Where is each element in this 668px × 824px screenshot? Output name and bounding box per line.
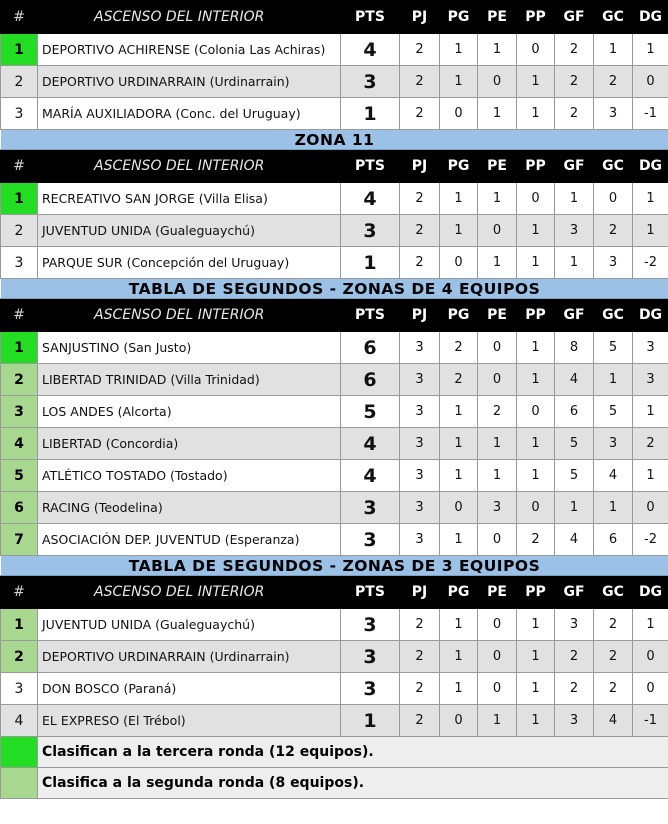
table-row <box>1 705 668 737</box>
header-pe: PE <box>478 150 517 183</box>
legend-row <box>1 768 668 799</box>
gf-cell: 4 <box>555 524 594 556</box>
pts-cell: 1 <box>341 705 400 737</box>
dg-cell: 1 <box>633 460 668 492</box>
gc-cell: 1 <box>594 364 633 396</box>
pg-cell: 2 <box>440 364 478 396</box>
pp-cell: 1 <box>517 609 555 641</box>
pts-cell: 1 <box>341 247 400 279</box>
header-pts: PTS <box>341 1 400 34</box>
team-name: JUVENTUD UNIDA (Gualeguaychú) <box>38 609 341 641</box>
header-rank: # <box>1 150 38 183</box>
pe-cell: 1 <box>478 460 517 492</box>
pj-cell: 2 <box>400 609 440 641</box>
legend-text: Clasifica a la segunda ronda (8 equipos). <box>38 768 668 799</box>
table-header-row <box>1 1 668 34</box>
rank-cell: 1 <box>1 183 38 215</box>
rank-cell: 7 <box>1 524 38 556</box>
table-row <box>1 609 668 641</box>
team-name: MARÍA AUXILIADORA (Conc. del Uruguay) <box>38 98 341 130</box>
pp-cell: 1 <box>517 247 555 279</box>
pg-cell: 1 <box>440 34 478 66</box>
pe-cell: 0 <box>478 66 517 98</box>
pg-cell: 0 <box>440 705 478 737</box>
pj-cell: 2 <box>400 215 440 247</box>
pts-cell: 6 <box>341 364 400 396</box>
header-pg: PG <box>440 1 478 34</box>
table-row <box>1 215 668 247</box>
header-dg: DG <box>633 1 668 34</box>
header-pg: PG <box>440 576 478 609</box>
dg-cell: 1 <box>633 34 668 66</box>
zone-title-row <box>1 279 668 299</box>
gc-cell: 5 <box>594 332 633 364</box>
pe-cell: 1 <box>478 428 517 460</box>
dg-cell: 2 <box>633 428 668 460</box>
team-name: ATLÉTICO TOSTADO (Tostado) <box>38 460 341 492</box>
pp-cell: 1 <box>517 364 555 396</box>
gc-cell: 2 <box>594 215 633 247</box>
pp-cell: 1 <box>517 66 555 98</box>
table-row <box>1 98 668 130</box>
table-row <box>1 66 668 98</box>
pts-cell: 6 <box>341 332 400 364</box>
zone-title-row <box>1 556 668 576</box>
team-name: LIBERTAD TRINIDAD (Villa Trinidad) <box>38 364 341 396</box>
pg-cell: 0 <box>440 492 478 524</box>
legend-swatch <box>1 737 38 768</box>
rank-cell: 4 <box>1 428 38 460</box>
header-rank: # <box>1 576 38 609</box>
rank-cell: 1 <box>1 609 38 641</box>
pp-cell: 1 <box>517 460 555 492</box>
header-pts: PTS <box>341 299 400 332</box>
zone-title: ZONA 11 <box>1 130 668 150</box>
dg-cell: 0 <box>633 492 668 524</box>
header-dg: DG <box>633 576 668 609</box>
zone-title: TABLA DE SEGUNDOS - ZONAS DE 4 EQUIPOS <box>1 279 668 299</box>
pj-cell: 3 <box>400 396 440 428</box>
pj-cell: 3 <box>400 332 440 364</box>
header-pg: PG <box>440 299 478 332</box>
pts-cell: 4 <box>341 183 400 215</box>
table-row <box>1 34 668 66</box>
gc-cell: 6 <box>594 524 633 556</box>
pj-cell: 2 <box>400 66 440 98</box>
table-row <box>1 641 668 673</box>
header-pg: PG <box>440 150 478 183</box>
dg-cell: 0 <box>633 66 668 98</box>
team-name: EL EXPRESO (El Trébol) <box>38 705 341 737</box>
pg-cell: 1 <box>440 183 478 215</box>
dg-cell: -2 <box>633 247 668 279</box>
pp-cell: 1 <box>517 673 555 705</box>
pe-cell: 0 <box>478 524 517 556</box>
header-title: ASCENSO DEL INTERIOR <box>38 299 341 332</box>
pj-cell: 3 <box>400 428 440 460</box>
legend-swatch <box>1 768 38 799</box>
pe-cell: 0 <box>478 673 517 705</box>
gf-cell: 2 <box>555 34 594 66</box>
pe-cell: 0 <box>478 609 517 641</box>
gc-cell: 0 <box>594 183 633 215</box>
pts-cell: 1 <box>341 98 400 130</box>
gf-cell: 1 <box>555 492 594 524</box>
rank-cell: 2 <box>1 641 38 673</box>
pj-cell: 2 <box>400 183 440 215</box>
rank-cell: 1 <box>1 34 38 66</box>
rank-cell: 2 <box>1 364 38 396</box>
pts-cell: 4 <box>341 460 400 492</box>
pe-cell: 1 <box>478 34 517 66</box>
pj-cell: 3 <box>400 460 440 492</box>
gf-cell: 2 <box>555 673 594 705</box>
header-pp: PP <box>517 299 555 332</box>
rank-cell: 2 <box>1 215 38 247</box>
team-name: JUVENTUD UNIDA (Gualeguaychú) <box>38 215 341 247</box>
gf-cell: 1 <box>555 247 594 279</box>
table-row <box>1 332 668 364</box>
team-name: DEPORTIVO ACHIRENSE (Colonia Las Achiras) <box>38 34 341 66</box>
pts-cell: 3 <box>341 215 400 247</box>
pts-cell: 3 <box>341 609 400 641</box>
header-pj: PJ <box>400 1 440 34</box>
rank-cell: 4 <box>1 705 38 737</box>
pp-cell: 1 <box>517 332 555 364</box>
header-pe: PE <box>478 1 517 34</box>
table-header-row <box>1 150 668 183</box>
header-pj: PJ <box>400 299 440 332</box>
pp-cell: 0 <box>517 183 555 215</box>
zone-title: TABLA DE SEGUNDOS - ZONAS DE 3 EQUIPOS <box>1 556 668 576</box>
gf-cell: 5 <box>555 460 594 492</box>
header-gf: GF <box>555 576 594 609</box>
rank-cell: 3 <box>1 673 38 705</box>
pj-cell: 2 <box>400 247 440 279</box>
pe-cell: 1 <box>478 247 517 279</box>
dg-cell: -1 <box>633 705 668 737</box>
pts-cell: 3 <box>341 524 400 556</box>
header-title: ASCENSO DEL INTERIOR <box>38 1 341 34</box>
team-name: DEPORTIVO URDINARRAIN (Urdinarrain) <box>38 66 341 98</box>
pe-cell: 0 <box>478 215 517 247</box>
pts-cell: 4 <box>341 34 400 66</box>
gf-cell: 2 <box>555 641 594 673</box>
rank-cell: 6 <box>1 492 38 524</box>
pts-cell: 3 <box>341 66 400 98</box>
pe-cell: 0 <box>478 641 517 673</box>
gf-cell: 1 <box>555 183 594 215</box>
gc-cell: 4 <box>594 705 633 737</box>
dg-cell: 3 <box>633 332 668 364</box>
dg-cell: -1 <box>633 98 668 130</box>
pe-cell: 0 <box>478 332 517 364</box>
team-name: ASOCIACIÓN DEP. JUVENTUD (Esperanza) <box>38 524 341 556</box>
pp-cell: 0 <box>517 492 555 524</box>
dg-cell: 1 <box>633 215 668 247</box>
header-dg: DG <box>633 299 668 332</box>
pp-cell: 0 <box>517 34 555 66</box>
pg-cell: 1 <box>440 396 478 428</box>
dg-cell: 1 <box>633 183 668 215</box>
header-gc: GC <box>594 150 633 183</box>
pts-cell: 4 <box>341 428 400 460</box>
header-pts: PTS <box>341 150 400 183</box>
header-pe: PE <box>478 299 517 332</box>
team-name: RACING (Teodelina) <box>38 492 341 524</box>
dg-cell: 1 <box>633 396 668 428</box>
header-pj: PJ <box>400 150 440 183</box>
pp-cell: 1 <box>517 428 555 460</box>
team-name: DON BOSCO (Paraná) <box>38 673 341 705</box>
team-name: PARQUE SUR (Concepción del Uruguay) <box>38 247 341 279</box>
pts-cell: 3 <box>341 492 400 524</box>
gc-cell: 2 <box>594 641 633 673</box>
pj-cell: 3 <box>400 364 440 396</box>
gf-cell: 3 <box>555 609 594 641</box>
team-name: RECREATIVO SAN JORGE (Villa Elisa) <box>38 183 341 215</box>
pg-cell: 1 <box>440 673 478 705</box>
pg-cell: 1 <box>440 428 478 460</box>
table-row <box>1 492 668 524</box>
gc-cell: 2 <box>594 66 633 98</box>
pp-cell: 1 <box>517 98 555 130</box>
legend-row <box>1 737 668 768</box>
header-pts: PTS <box>341 576 400 609</box>
gc-cell: 1 <box>594 34 633 66</box>
dg-cell: 0 <box>633 673 668 705</box>
pj-cell: 3 <box>400 524 440 556</box>
team-name: DEPORTIVO URDINARRAIN (Urdinarrain) <box>38 641 341 673</box>
gf-cell: 4 <box>555 364 594 396</box>
table-header-row <box>1 299 668 332</box>
table-row <box>1 247 668 279</box>
header-gf: GF <box>555 299 594 332</box>
rank-cell: 3 <box>1 247 38 279</box>
gc-cell: 3 <box>594 247 633 279</box>
legend-text: Clasifican a la tercera ronda (12 equipos). <box>38 737 668 768</box>
header-rank: # <box>1 299 38 332</box>
gf-cell: 3 <box>555 215 594 247</box>
header-gc: GC <box>594 576 633 609</box>
gc-cell: 4 <box>594 460 633 492</box>
dg-cell: -2 <box>633 524 668 556</box>
pj-cell: 2 <box>400 98 440 130</box>
rank-cell: 5 <box>1 460 38 492</box>
header-pj: PJ <box>400 576 440 609</box>
gf-cell: 8 <box>555 332 594 364</box>
rank-cell: 2 <box>1 66 38 98</box>
gc-cell: 5 <box>594 396 633 428</box>
zone-title-row <box>1 130 668 150</box>
gc-cell: 3 <box>594 428 633 460</box>
header-title: ASCENSO DEL INTERIOR <box>38 576 341 609</box>
header-dg: DG <box>633 150 668 183</box>
header-rank: # <box>1 1 38 34</box>
header-gc: GC <box>594 299 633 332</box>
table-row <box>1 460 668 492</box>
rank-cell: 1 <box>1 332 38 364</box>
rank-cell: 3 <box>1 98 38 130</box>
team-name: LOS ANDES (Alcorta) <box>38 396 341 428</box>
header-pp: PP <box>517 1 555 34</box>
pj-cell: 2 <box>400 34 440 66</box>
gf-cell: 5 <box>555 428 594 460</box>
dg-cell: 0 <box>633 641 668 673</box>
gc-cell: 2 <box>594 673 633 705</box>
header-pp: PP <box>517 150 555 183</box>
pg-cell: 0 <box>440 98 478 130</box>
table-row <box>1 673 668 705</box>
header-pe: PE <box>478 576 517 609</box>
pp-cell: 2 <box>517 524 555 556</box>
pg-cell: 1 <box>440 215 478 247</box>
table-header-row <box>1 576 668 609</box>
header-gf: GF <box>555 1 594 34</box>
pts-cell: 5 <box>341 396 400 428</box>
pj-cell: 3 <box>400 492 440 524</box>
pg-cell: 1 <box>440 524 478 556</box>
rank-cell: 3 <box>1 396 38 428</box>
pp-cell: 0 <box>517 396 555 428</box>
header-pp: PP <box>517 576 555 609</box>
header-title: ASCENSO DEL INTERIOR <box>38 150 341 183</box>
pg-cell: 1 <box>440 66 478 98</box>
pe-cell: 2 <box>478 396 517 428</box>
gf-cell: 3 <box>555 705 594 737</box>
gf-cell: 6 <box>555 396 594 428</box>
table-row <box>1 396 668 428</box>
pp-cell: 1 <box>517 215 555 247</box>
dg-cell: 3 <box>633 364 668 396</box>
gf-cell: 2 <box>555 98 594 130</box>
pj-cell: 2 <box>400 705 440 737</box>
gc-cell: 1 <box>594 492 633 524</box>
dg-cell: 1 <box>633 609 668 641</box>
pe-cell: 1 <box>478 183 517 215</box>
team-name: SANJUSTINO (San Justo) <box>38 332 341 364</box>
header-gc: GC <box>594 1 633 34</box>
table-row <box>1 183 668 215</box>
gf-cell: 2 <box>555 66 594 98</box>
pe-cell: 0 <box>478 364 517 396</box>
pg-cell: 2 <box>440 332 478 364</box>
pp-cell: 1 <box>517 705 555 737</box>
pj-cell: 2 <box>400 641 440 673</box>
table-row <box>1 428 668 460</box>
pj-cell: 2 <box>400 673 440 705</box>
gc-cell: 2 <box>594 609 633 641</box>
team-name: LIBERTAD (Concordia) <box>38 428 341 460</box>
pg-cell: 1 <box>440 641 478 673</box>
pe-cell: 1 <box>478 98 517 130</box>
gc-cell: 3 <box>594 98 633 130</box>
pp-cell: 1 <box>517 641 555 673</box>
pts-cell: 3 <box>341 673 400 705</box>
header-gf: GF <box>555 150 594 183</box>
table-row <box>1 364 668 396</box>
table-row <box>1 524 668 556</box>
pg-cell: 1 <box>440 460 478 492</box>
pe-cell: 1 <box>478 705 517 737</box>
pg-cell: 0 <box>440 247 478 279</box>
pts-cell: 3 <box>341 641 400 673</box>
pg-cell: 1 <box>440 609 478 641</box>
pe-cell: 3 <box>478 492 517 524</box>
